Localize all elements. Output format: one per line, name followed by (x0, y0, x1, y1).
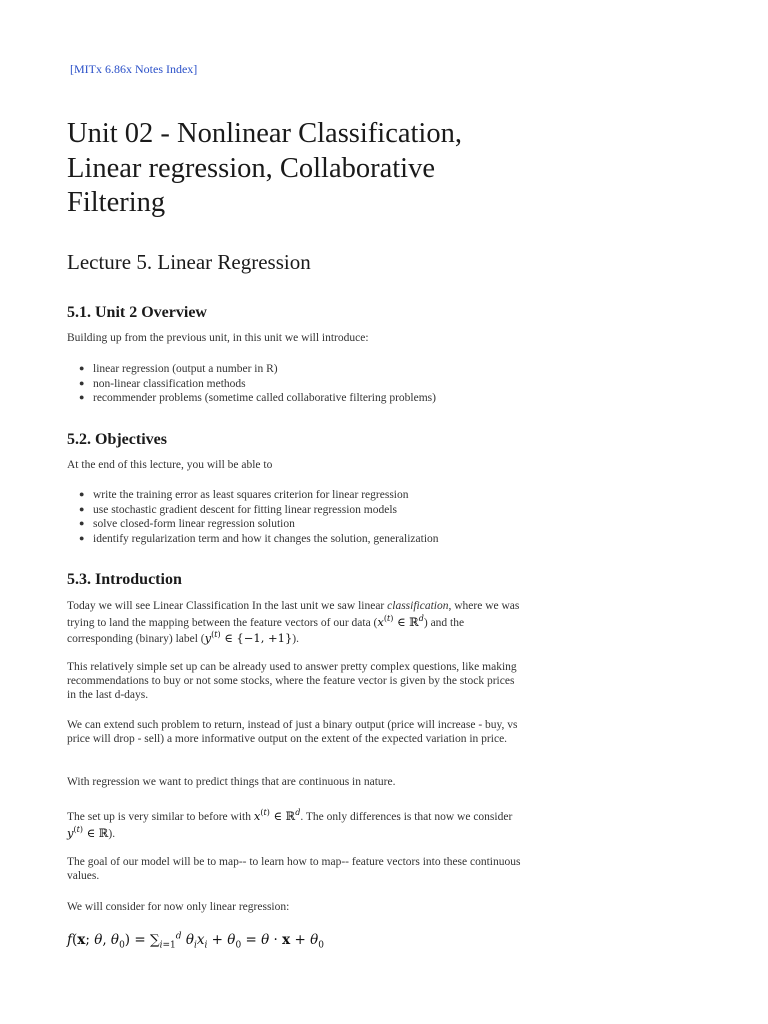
bullet-icon: ● (79, 363, 85, 373)
bullet-icon: ● (79, 489, 85, 499)
objectives-list (79, 488, 439, 546)
intro-paragraph-1: Today we will see Linear Classification In the last unit we saw linear classification, where we was trying to land the mapping between the feature vectors of our data ($x^{(t)}$ ∈ ℝ$^d$) and the corresponding (binary) label ($y^{(t)}$ ∈ {−1, +1}). (67, 600, 520, 645)
intro-paragraph-2: This relatively simple set up can be already used to answer pretty complex questions, like making recommendations to buy or not some stocks, where the feature vector is given by the stock prices in the last d-days. (67, 661, 517, 701)
lecture-title: Lecture 5. Linear Regression (67, 250, 311, 274)
list-item: ● recommender problems (sometime called collaborative filtering problems) (79, 392, 436, 404)
list-item: ● write the training error as least squares criterion for linear regression (79, 489, 409, 501)
math-x-in-rd: $x^{(t)}$ ∈ ℝ$^d$ (253, 808, 301, 823)
list-item: ● non-linear classification methods (79, 377, 246, 390)
linear-regression-formula: f(x; θ, $\theta_0) = \sum_{i=1}^d$ $\theta_ix_i + \theta_0 = \theta \cdot x + \theta_0$ (67, 931, 324, 951)
bullet-icon: ● (79, 377, 85, 388)
list-item: ● linear regression (output a number in R) (79, 363, 278, 375)
math-x-in-rd: $x^{(t)}$ ∈ ℝ$^d$ (377, 613, 424, 629)
intro-paragraph-3: We can extend such problem to return, instead of just a binary output (price will increase - buy, vs price will drop - sell) a more informative output on the extent of the expected variation in price. (67, 719, 518, 745)
list-item: ● use stochastic gradient descent for fitting linear regression models (79, 503, 398, 516)
notes-index-link[interactable]: [MITx 6.86x Notes Index] (70, 62, 198, 76)
intro-paragraph-5: The set up is very similar to before with $x^{(t)}$ ∈ ℝ$^d$. The only differences is that now we consider $y^{(t)}$ ∈ ℝ). (67, 808, 513, 840)
overview-list (79, 362, 436, 406)
unit-title: Unit 02 - Nonlinear Classification, Linear regression, Collaborative Filtering (67, 118, 462, 218)
intro-paragraph-4: With regression we want to predict things that are continuous in nature. (67, 776, 396, 788)
objectives-intro: At the end of this lecture, you will be able to (67, 459, 273, 471)
intro-paragraph-7: We will consider for now only linear regression: (67, 901, 290, 913)
section-heading-overview: 5.1. Unit 2 Overview (67, 304, 207, 321)
section-heading-introduction: 5.3. Introduction (67, 571, 182, 588)
overview-intro: Building up from the previous unit, in this unit we will introduce: (67, 332, 369, 344)
math-y-label: $y^{(t)}$ ∈ {−1, +1} (204, 630, 293, 645)
bullet-icon: ● (79, 532, 85, 543)
section-heading-objectives: 5.2. Objectives (67, 431, 167, 448)
math-y-in-r: $y^{(t)}$ ∈ ℝ (67, 825, 109, 840)
bullet-icon: ● (79, 392, 85, 402)
list-item: ● identify regularization term and how it changes the solution, generalization (79, 532, 439, 545)
emphasis-classification: classification (387, 600, 449, 612)
intro-paragraph-6: The goal of our model will be to map-- to learn how to map-- feature vectors into these continuous values. (67, 856, 521, 882)
list-item: ● solve closed-form linear regression solution (79, 518, 295, 530)
bullet-icon: ● (79, 518, 85, 528)
bullet-icon: ● (79, 503, 85, 514)
